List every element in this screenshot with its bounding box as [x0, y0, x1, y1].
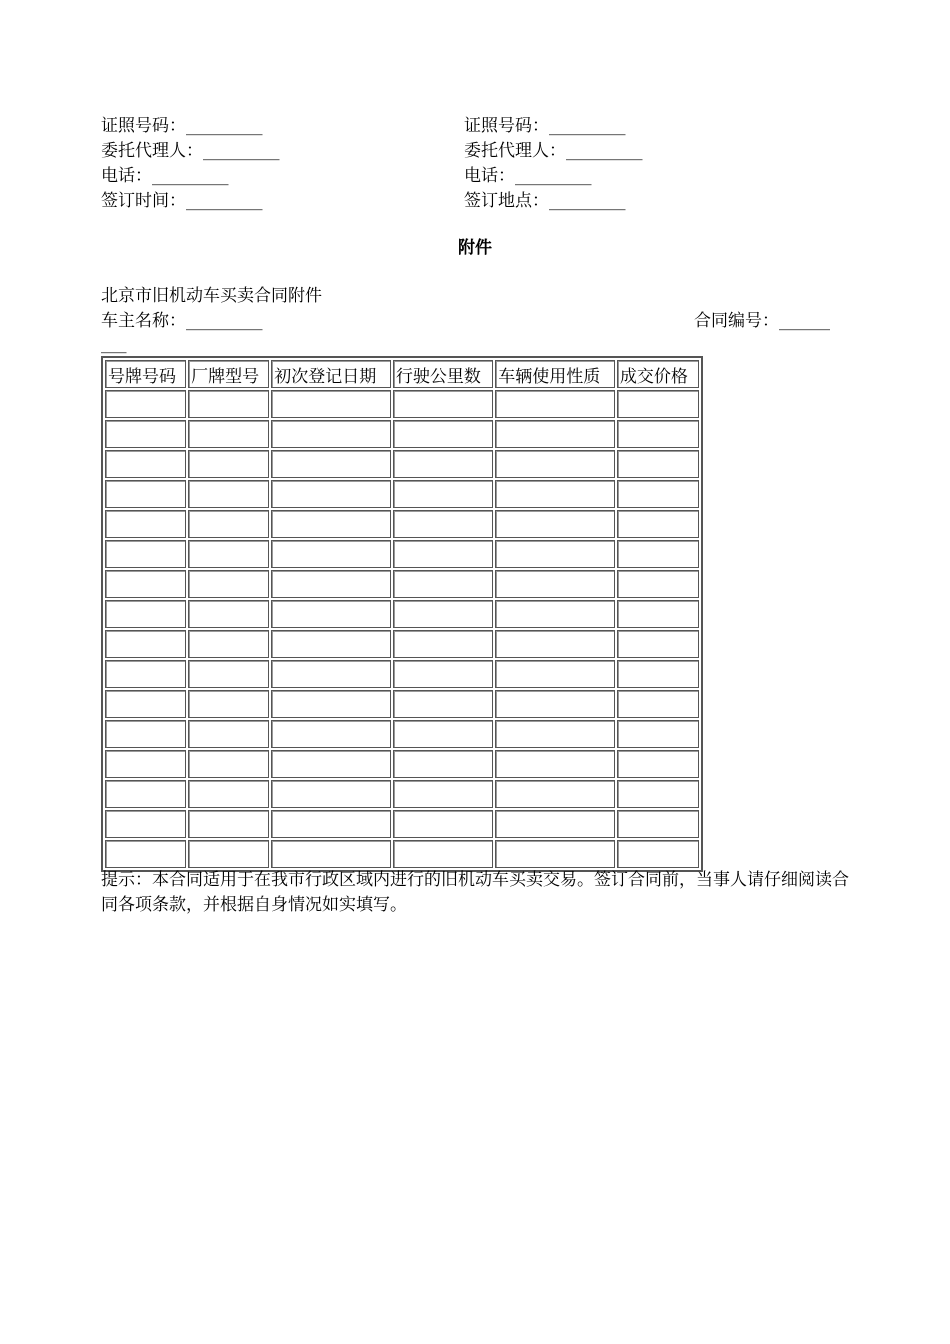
table-cell[interactable]: [188, 720, 269, 748]
left-agent-label: 委托代理人：: [101, 141, 203, 161]
left-phone-label: 电话：: [101, 166, 152, 186]
left-phone-line: [101, 164, 229, 188]
table-cell[interactable]: [495, 720, 615, 748]
table-cell[interactable]: [105, 810, 186, 838]
table-row: [105, 630, 699, 658]
table-row: [105, 390, 699, 418]
table-cell[interactable]: [271, 510, 391, 538]
note-text: 提示：本合同适用于在我市行政区域内进行的旧机动车买卖交易。签订合同前，当事人请仔细阅读合同各项条款，并根据自身情况如实填写。: [101, 870, 849, 915]
table-cell[interactable]: [105, 540, 186, 568]
table-row: [105, 660, 699, 688]
table-cell[interactable]: [393, 630, 493, 658]
table-cell[interactable]: [393, 450, 493, 478]
table-cell[interactable]: [105, 600, 186, 628]
right-id-number-blank: _________: [549, 116, 626, 136]
table-cell[interactable]: [617, 480, 699, 508]
table-cell[interactable]: [617, 540, 699, 568]
table-cell[interactable]: [188, 840, 269, 868]
table-cell[interactable]: [105, 510, 186, 538]
table-cell[interactable]: [393, 750, 493, 778]
table-cell[interactable]: [105, 570, 186, 598]
header-brand-model: 厂牌型号: [188, 360, 269, 388]
contract-number-line: [694, 309, 830, 333]
table-cell[interactable]: [188, 810, 269, 838]
table-cell[interactable]: [495, 540, 615, 568]
table-cell[interactable]: [271, 630, 391, 658]
table-cell[interactable]: [495, 390, 615, 418]
table-cell[interactable]: [495, 630, 615, 658]
contract-number-label: 合同编号：: [694, 311, 779, 331]
table-row: [105, 450, 699, 478]
table-cell[interactable]: [188, 660, 269, 688]
table-cell[interactable]: [617, 450, 699, 478]
table-cell[interactable]: [495, 750, 615, 778]
table-cell[interactable]: [617, 420, 699, 448]
right-agent-label: 委托代理人：: [464, 141, 566, 161]
table-cell[interactable]: [393, 420, 493, 448]
header-mileage: 行驶公里数: [393, 360, 493, 388]
table-cell[interactable]: [105, 660, 186, 688]
table-cell[interactable]: [617, 570, 699, 598]
right-phone-line: [464, 164, 592, 188]
table-cell[interactable]: [188, 390, 269, 418]
table-row: [105, 690, 699, 718]
table-cell[interactable]: [495, 510, 615, 538]
sign-time-label: 签订时间：: [101, 191, 186, 211]
sign-place-line: [464, 189, 626, 213]
attachment-heading: 附件: [458, 238, 492, 258]
table-cell[interactable]: [495, 780, 615, 808]
table-cell[interactable]: [617, 780, 699, 808]
table-cell[interactable]: [617, 600, 699, 628]
table-cell[interactable]: [393, 780, 493, 808]
contract-number-blank: ______: [779, 311, 830, 331]
table-cell[interactable]: [271, 660, 391, 688]
table-cell[interactable]: [393, 510, 493, 538]
right-agent-blank: _________: [566, 141, 643, 161]
right-id-number-line: [464, 114, 626, 138]
table-row: [105, 780, 699, 808]
right-phone-blank: _________: [515, 166, 592, 186]
header-plate-number: 号牌号码: [105, 360, 186, 388]
table-cell[interactable]: [617, 390, 699, 418]
table-cell[interactable]: [188, 690, 269, 718]
table-cell[interactable]: [188, 600, 269, 628]
table-cell[interactable]: [271, 690, 391, 718]
sign-place-blank: _________: [549, 191, 626, 211]
table-row: [105, 840, 699, 868]
table-cell[interactable]: [393, 690, 493, 718]
table-cell[interactable]: [105, 630, 186, 658]
right-agent-line: [464, 139, 643, 163]
table-cell[interactable]: [393, 600, 493, 628]
table-cell[interactable]: [393, 390, 493, 418]
table-cell[interactable]: [105, 450, 186, 478]
vehicle-table: [101, 356, 703, 872]
table-cell[interactable]: [105, 690, 186, 718]
table-cell[interactable]: [271, 840, 391, 868]
table-cell[interactable]: [105, 750, 186, 778]
left-agent-blank: _________: [203, 141, 280, 161]
table-cell[interactable]: [495, 480, 615, 508]
sign-time-blank: _________: [186, 191, 263, 211]
table-row: [105, 720, 699, 748]
table-cell[interactable]: [188, 510, 269, 538]
table-cell[interactable]: [617, 630, 699, 658]
table-cell[interactable]: [271, 600, 391, 628]
table-cell[interactable]: [105, 720, 186, 748]
right-id-number-label: 证照号码：: [464, 116, 549, 136]
table-cell[interactable]: [105, 420, 186, 448]
table-cell[interactable]: [393, 840, 493, 868]
left-id-number-label: 证照号码：: [101, 116, 186, 136]
left-id-number-blank: _________: [186, 116, 263, 136]
table-cell[interactable]: [617, 690, 699, 718]
table-cell[interactable]: [271, 810, 391, 838]
header-first-registration: 初次登记日期: [271, 360, 391, 388]
table-cell[interactable]: [495, 420, 615, 448]
table-cell[interactable]: [188, 570, 269, 598]
table-cell[interactable]: [271, 480, 391, 508]
left-id-number-line: [101, 114, 263, 138]
table-cell[interactable]: [617, 750, 699, 778]
table-cell[interactable]: [393, 480, 493, 508]
table-row: [105, 570, 699, 598]
table-body: [105, 390, 699, 868]
owner-name-label: 车主名称：: [101, 311, 186, 331]
table-cell[interactable]: [393, 720, 493, 748]
attachment-subtitle: 北京市旧机动车买卖合同附件: [101, 286, 322, 306]
table-row: [105, 480, 699, 508]
table-cell[interactable]: [188, 780, 269, 808]
table-cell[interactable]: [617, 720, 699, 748]
table-cell[interactable]: [271, 450, 391, 478]
table-row: [105, 510, 699, 538]
table-cell[interactable]: [271, 720, 391, 748]
table-cell[interactable]: [393, 810, 493, 838]
table-cell[interactable]: [495, 570, 615, 598]
contract-number-wrap: ___: [101, 334, 127, 354]
table-cell[interactable]: [495, 450, 615, 478]
table-cell[interactable]: [393, 660, 493, 688]
table-cell[interactable]: [188, 450, 269, 478]
table-cell[interactable]: [105, 840, 186, 868]
table-cell[interactable]: [271, 750, 391, 778]
table-cell[interactable]: [617, 840, 699, 868]
left-phone-blank: _________: [152, 166, 229, 186]
table-row: [105, 420, 699, 448]
table-cell[interactable]: [617, 810, 699, 838]
table-row: [105, 750, 699, 778]
table-cell[interactable]: [188, 420, 269, 448]
table-cell[interactable]: [188, 750, 269, 778]
table-cell[interactable]: [271, 420, 391, 448]
table-cell[interactable]: [495, 810, 615, 838]
table-cell[interactable]: [271, 570, 391, 598]
table-cell[interactable]: [188, 540, 269, 568]
sign-place-label: 签订地点：: [464, 191, 549, 211]
table-cell[interactable]: [617, 660, 699, 688]
table-cell[interactable]: [393, 570, 493, 598]
owner-name-blank: _________: [186, 311, 263, 331]
header-usage-type: 车辆使用性质: [495, 360, 615, 388]
table-cell[interactable]: [105, 480, 186, 508]
right-phone-label: 电话：: [464, 166, 515, 186]
left-agent-line: [101, 139, 280, 163]
table-cell[interactable]: [105, 390, 186, 418]
table-cell[interactable]: [271, 540, 391, 568]
header-price: 成交价格: [617, 360, 699, 388]
table-row: [105, 810, 699, 838]
table-row: [105, 600, 699, 628]
sign-time-line: [101, 189, 263, 213]
table-header-row: [105, 360, 699, 388]
table-cell[interactable]: [188, 480, 269, 508]
owner-name-line: [101, 309, 263, 333]
table-cell[interactable]: [393, 540, 493, 568]
table-cell[interactable]: [271, 780, 391, 808]
table-row: [105, 540, 699, 568]
table-cell[interactable]: [495, 840, 615, 868]
table-cell[interactable]: [495, 600, 615, 628]
table-cell[interactable]: [495, 660, 615, 688]
table-cell[interactable]: [188, 630, 269, 658]
table-cell[interactable]: [271, 390, 391, 418]
table-cell[interactable]: [105, 780, 186, 808]
table-cell[interactable]: [617, 510, 699, 538]
table-cell[interactable]: [495, 690, 615, 718]
